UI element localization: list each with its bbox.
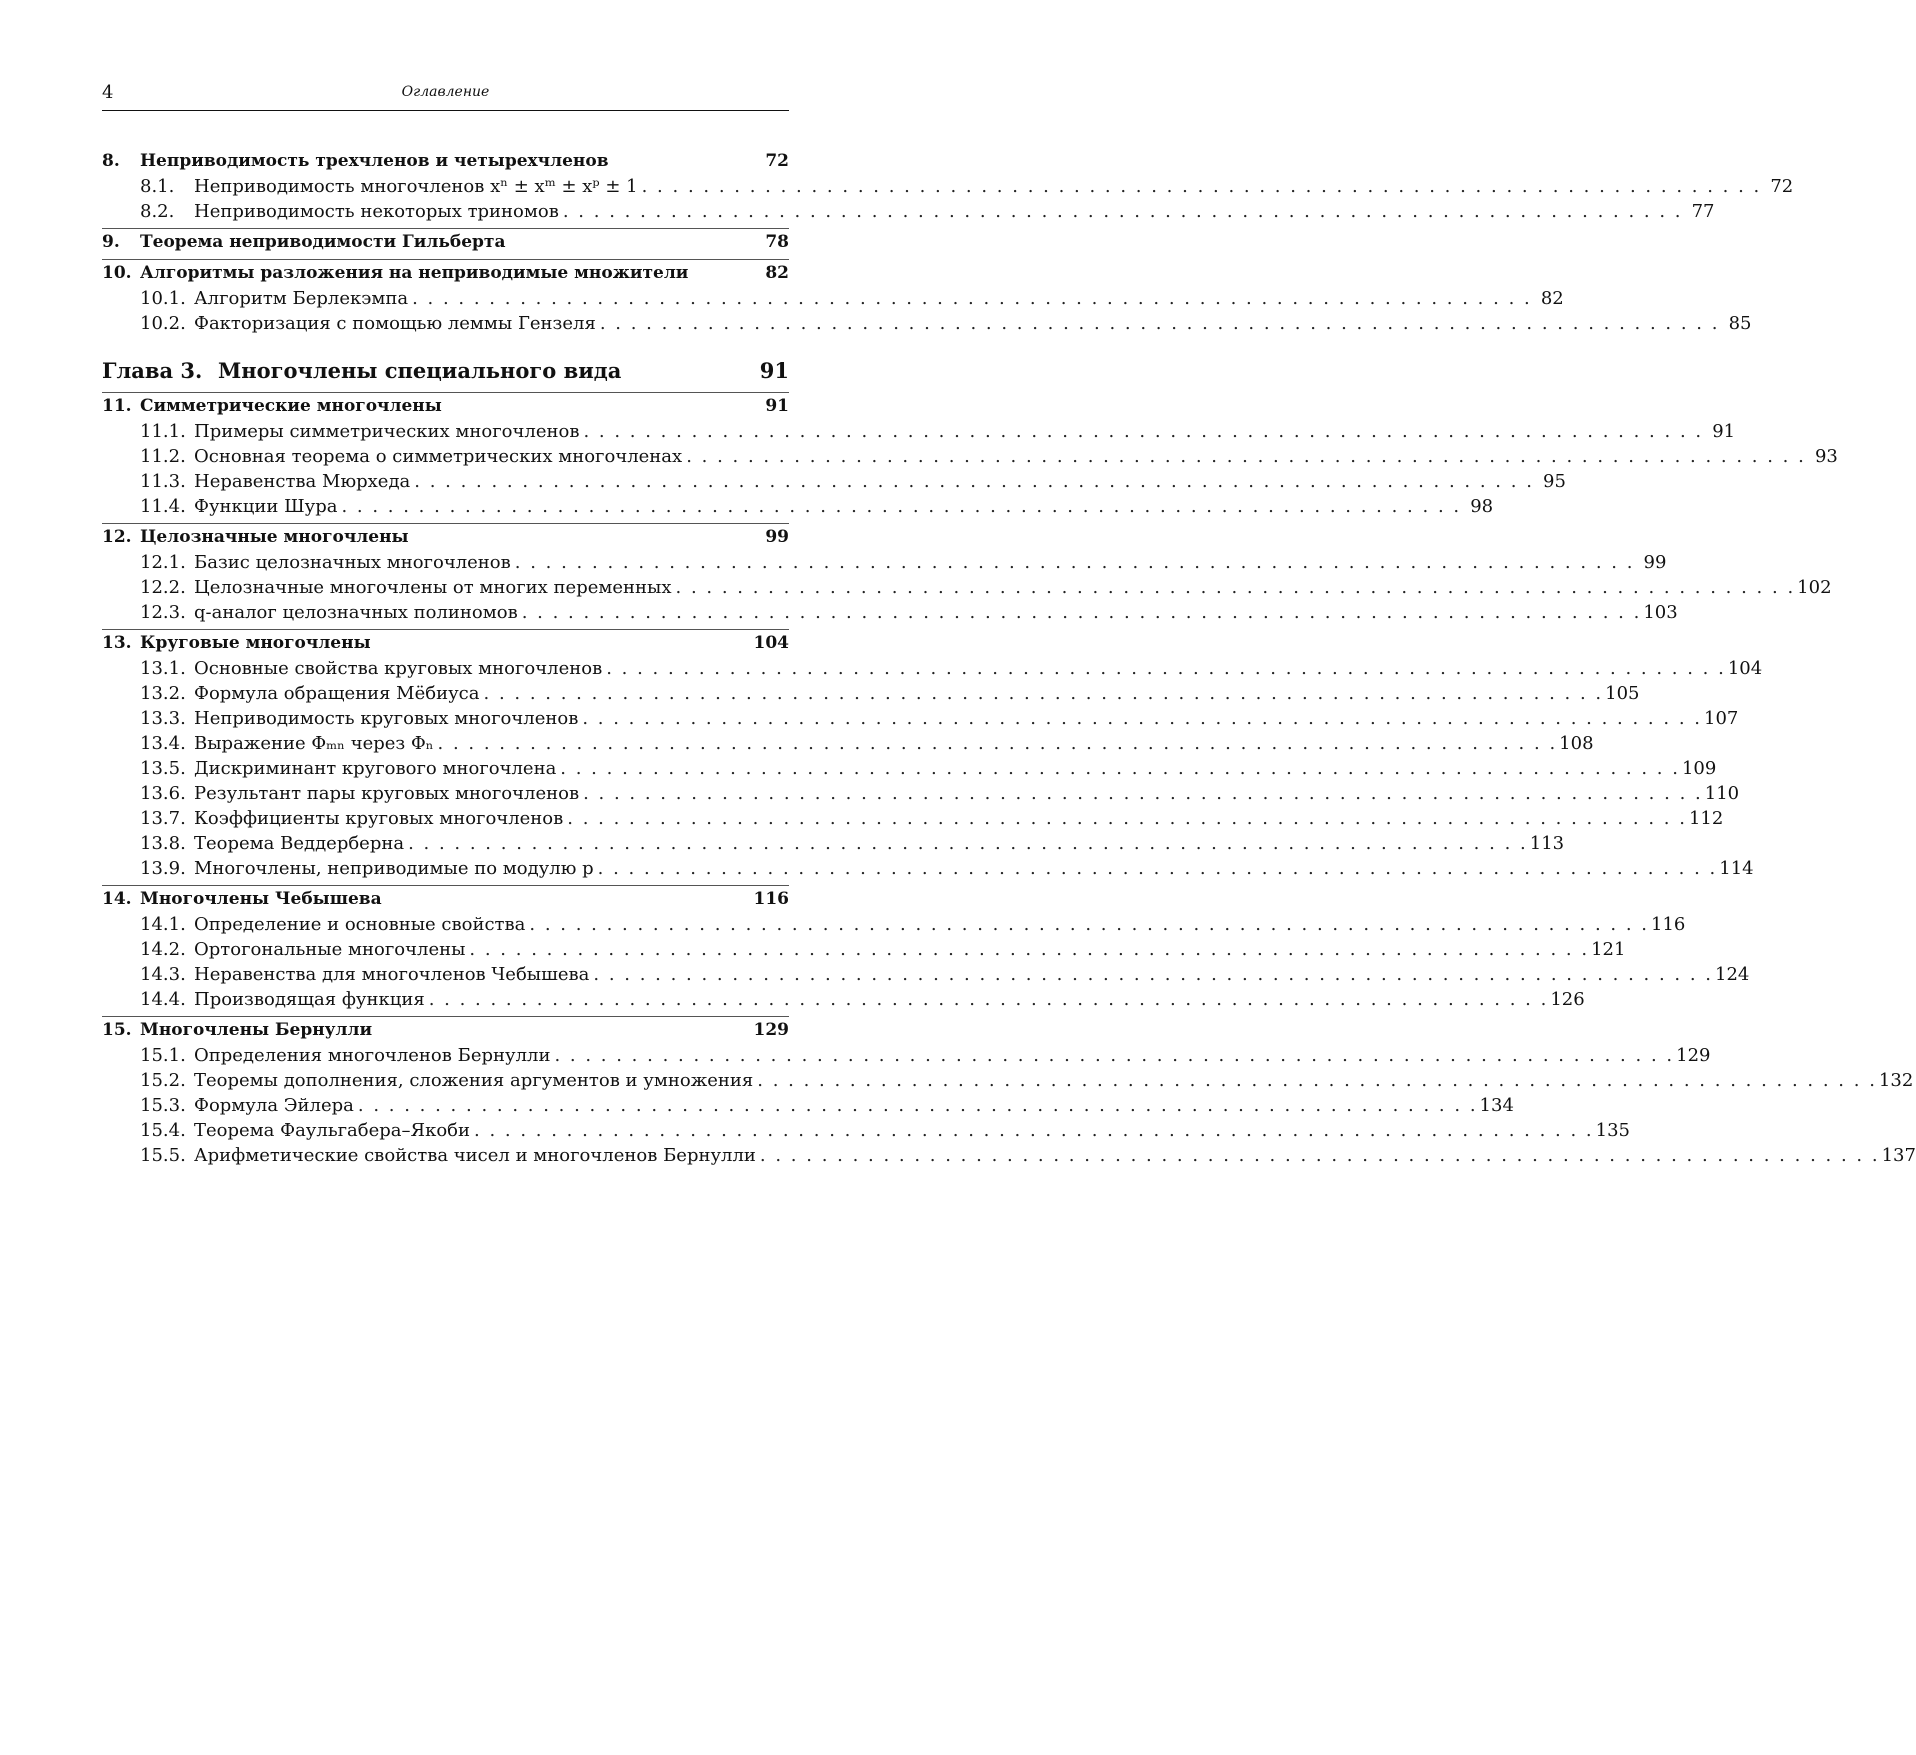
toc-leader-dots bbox=[594, 856, 1720, 881]
toc-entry-page: 129 bbox=[1676, 1045, 1711, 1066]
toc-entry-title: Неприводимость некоторых триномов bbox=[194, 201, 559, 222]
toc-entry-title: Многочлены, неприводимые по модулю p bbox=[194, 858, 594, 879]
page-number: 4 bbox=[102, 82, 114, 103]
toc-entry-page: 85 bbox=[1728, 313, 1752, 334]
toc-entry-title: Теорема неприводимости Гильберта bbox=[140, 232, 506, 252]
toc-subsection-row[interactable] bbox=[102, 444, 1838, 469]
toc-entry-number: 13.4. bbox=[140, 733, 186, 754]
toc-leader-dots bbox=[682, 444, 1808, 469]
toc-entry-number: 14.2. bbox=[140, 939, 186, 960]
toc-entry-title: Дискриминант кругового многочлена bbox=[194, 758, 557, 779]
toc-entry-title: Многочлены Чебышева bbox=[140, 889, 382, 909]
toc-entry-number: 15.2. bbox=[140, 1070, 186, 1091]
toc-subsection-row[interactable] bbox=[102, 469, 1566, 494]
toc-entry-number: 8. bbox=[102, 151, 120, 171]
toc-entry-title: Алгоритм Берлекэмпа bbox=[194, 288, 409, 309]
toc-subsection-row[interactable] bbox=[102, 987, 1585, 1012]
toc-entry-number: 15.3. bbox=[140, 1095, 186, 1116]
toc-leader-dots bbox=[511, 550, 1637, 575]
toc-entry-number: Глава 3. bbox=[102, 358, 203, 383]
toc-entry-number: 14.4. bbox=[140, 989, 186, 1010]
toc-leader-dots bbox=[410, 469, 1536, 494]
toc-entry-page: 72 bbox=[765, 151, 789, 171]
toc-leader-dots bbox=[408, 286, 1534, 311]
toc-section-row[interactable] bbox=[102, 885, 789, 912]
toc-leader-dots bbox=[753, 1068, 1879, 1093]
toc-entry-title: Неприводимость многочленов xⁿ ± xᵐ ± xᵖ ± 1 bbox=[194, 176, 638, 197]
toc-subsection-row[interactable] bbox=[102, 174, 1794, 199]
toc-subsection-row[interactable] bbox=[102, 1143, 1916, 1168]
toc-leader-dots bbox=[559, 199, 1685, 224]
toc-entry-number: 10. bbox=[102, 263, 132, 283]
toc-leader-dots bbox=[470, 1118, 1596, 1143]
toc-entry-number: 15.4. bbox=[140, 1120, 186, 1141]
toc-entry-number: 13.7. bbox=[140, 808, 186, 829]
toc-entry-title: q-аналог целозначных полиномов bbox=[194, 602, 518, 623]
toc-entry-page: 113 bbox=[1529, 833, 1565, 854]
toc-entry-number: 12.1. bbox=[140, 552, 186, 573]
toc-entry-number: 9. bbox=[102, 232, 120, 252]
toc-subsection-row[interactable] bbox=[102, 575, 1832, 600]
toc-leader-dots bbox=[337, 494, 1463, 519]
toc-entry-title: Алгоритмы разложения на неприводимые множители bbox=[140, 263, 689, 283]
toc-entry-number: 13.6. bbox=[140, 783, 186, 804]
toc-entry-title: Круговые многочлены bbox=[140, 633, 371, 653]
toc-entry-page: 114 bbox=[1719, 858, 1754, 879]
toc-entry-number: 8.2. bbox=[140, 201, 175, 222]
toc-entry-number: 15. bbox=[102, 1020, 132, 1040]
toc-section-row[interactable] bbox=[102, 149, 789, 174]
toc-subsection-row[interactable] bbox=[102, 600, 1678, 625]
toc-leader-dots bbox=[563, 806, 1689, 831]
toc-entry-page: 132 bbox=[1878, 1070, 1914, 1091]
toc-entry-page: 102 bbox=[1797, 577, 1832, 598]
toc-entry-number: 15.5. bbox=[140, 1145, 186, 1166]
toc-entry-page: 116 bbox=[1651, 914, 1686, 935]
toc-entry-title: Формула обращения Мёбиуса bbox=[194, 683, 480, 704]
toc-subsection-row[interactable] bbox=[102, 706, 1739, 731]
toc-subsection-row[interactable] bbox=[102, 1043, 1711, 1068]
toc-entry-number: 14.1. bbox=[140, 914, 186, 935]
toc-subsection-row[interactable] bbox=[102, 656, 1763, 681]
page bbox=[102, 82, 1916, 1168]
toc-entry-title: Неравенства Мюрхеда bbox=[194, 471, 411, 492]
toc-entry-page: 109 bbox=[1681, 758, 1717, 779]
toc-leader-dots bbox=[756, 1143, 1882, 1168]
toc-entry-number: 15.1. bbox=[140, 1045, 186, 1066]
toc-entry-page: 99 bbox=[765, 527, 789, 547]
toc-entry-title: Результант пары круговых многочленов bbox=[194, 783, 580, 804]
toc-entry-number: 14. bbox=[102, 889, 132, 909]
toc-entry-page: 95 bbox=[1543, 471, 1566, 492]
toc-subsection-row[interactable] bbox=[102, 681, 1640, 706]
table-of-contents bbox=[102, 149, 1916, 1168]
toc-leader-dots bbox=[434, 731, 1560, 756]
toc-entry-title: Ортогональные многочлены bbox=[194, 939, 466, 960]
toc-entry-title: Формула Эйлера bbox=[194, 1095, 354, 1116]
toc-entry-title: Выражение Φₘₙ через Φₙ bbox=[194, 733, 434, 754]
toc-entry-title: Коэффициенты круговых многочленов bbox=[194, 808, 564, 829]
toc-subsection-row[interactable] bbox=[102, 912, 1686, 937]
toc-entry-number: 11.3. bbox=[140, 471, 186, 492]
toc-subsection-row[interactable] bbox=[102, 199, 1715, 224]
toc-entry-title: Арифметические свойства чисел и многочленов Бернулли bbox=[194, 1145, 756, 1166]
toc-leader-dots bbox=[602, 656, 1728, 681]
toc-leader-dots bbox=[638, 174, 1764, 199]
toc-entry-page: 126 bbox=[1550, 989, 1585, 1010]
toc-entry-title: Базис целозначных многочленов bbox=[194, 552, 511, 573]
toc-subsection-row[interactable] bbox=[102, 286, 1564, 311]
toc-entry-page: 116 bbox=[753, 889, 789, 909]
toc-entry-title: Теорема Фаульгабера–Якоби bbox=[194, 1120, 470, 1141]
toc-leader-dots bbox=[354, 1093, 1480, 1118]
header-rule bbox=[102, 110, 789, 111]
toc-leader-dots bbox=[518, 600, 1644, 625]
toc-entry-title: Многочлены специального вида bbox=[218, 358, 622, 383]
toc-entry-page: 104 bbox=[753, 633, 789, 653]
toc-entry-title: Определение и основные свойства bbox=[194, 914, 526, 935]
toc-subsection-row[interactable] bbox=[102, 781, 1740, 806]
toc-subsection-row[interactable] bbox=[102, 1068, 1914, 1093]
toc-subsection-row[interactable] bbox=[102, 494, 1494, 519]
toc-subsection-row[interactable] bbox=[102, 731, 1594, 756]
toc-entry-page: 77 bbox=[1691, 201, 1715, 222]
toc-leader-dots bbox=[465, 937, 1591, 962]
toc-entry-number: 11. bbox=[102, 396, 132, 416]
toc-section-row[interactable] bbox=[102, 392, 789, 419]
toc-entry-page: 121 bbox=[1591, 939, 1626, 960]
toc-entry-title: Теоремы дополнения, сложения аргументов и умножения bbox=[194, 1070, 754, 1091]
toc-entry-number: 14.3. bbox=[140, 964, 186, 985]
toc-entry-page: 82 bbox=[1540, 288, 1564, 309]
toc-entry-number: 11.2. bbox=[140, 446, 186, 467]
running-title: Оглавление bbox=[401, 84, 490, 100]
toc-leader-dots bbox=[425, 987, 1551, 1012]
toc-entry-title: Производящая функция bbox=[194, 989, 425, 1010]
toc-entry-page: 91 bbox=[765, 396, 789, 416]
toc-leader-dots bbox=[579, 781, 1705, 806]
toc-leader-dots bbox=[579, 419, 1705, 444]
toc-entry-number: 13.3. bbox=[140, 708, 186, 729]
toc-leader-dots bbox=[550, 1043, 1676, 1068]
toc-entry-number: 12.3. bbox=[140, 602, 186, 623]
toc-entry-title: Целозначные многочлены от многих переменных bbox=[194, 577, 672, 598]
toc-chapter-row[interactable] bbox=[102, 356, 789, 386]
toc-entry-title: Неприводимость трехчленов и четырехчленов bbox=[140, 151, 609, 171]
toc-entry-title: Неравенства для многочленов Чебышева bbox=[194, 964, 590, 985]
toc-entry-page: 135 bbox=[1595, 1120, 1631, 1141]
toc-subsection-row[interactable] bbox=[102, 756, 1717, 781]
toc-section-row[interactable] bbox=[102, 228, 789, 255]
toc-entry-page: 78 bbox=[765, 232, 789, 252]
toc-entry-number: 13.9. bbox=[140, 858, 186, 879]
toc-entry-page: 103 bbox=[1643, 602, 1678, 623]
toc-subsection-row[interactable] bbox=[102, 550, 1667, 575]
running-head bbox=[102, 82, 789, 104]
toc-entry-page: 137 bbox=[1881, 1145, 1916, 1166]
toc-entry-title: Симметрические многочлены bbox=[140, 396, 442, 416]
toc-entry-number: 11.4. bbox=[140, 496, 186, 517]
toc-entry-title: Основные свойства круговых многочленов bbox=[194, 658, 603, 679]
toc-entry-title: Основная теорема о симметрических многочленах bbox=[194, 446, 683, 467]
toc-section-row[interactable] bbox=[102, 523, 789, 550]
toc-leader-dots bbox=[596, 311, 1722, 336]
toc-entry-number: 10.1. bbox=[140, 288, 186, 309]
toc-entry-title: Неприводимость круговых многочленов bbox=[194, 708, 579, 729]
toc-entry-page: 91 bbox=[1712, 421, 1736, 442]
toc-subsection-row[interactable] bbox=[102, 311, 1752, 336]
toc-entry-page: 98 bbox=[1470, 496, 1494, 517]
toc-entry-page: 112 bbox=[1688, 808, 1724, 829]
toc-entry-number: 13. bbox=[102, 633, 132, 653]
toc-leader-dots bbox=[556, 756, 1682, 781]
toc-entry-page: 99 bbox=[1643, 552, 1667, 573]
toc-section-row[interactable] bbox=[102, 1016, 789, 1043]
toc-section-row[interactable] bbox=[102, 259, 789, 286]
toc-subsection-row[interactable] bbox=[102, 831, 1565, 856]
toc-section-row[interactable] bbox=[102, 629, 789, 656]
toc-entry-page: 93 bbox=[1814, 446, 1838, 467]
toc-entry-title: Функции Шура bbox=[194, 496, 338, 517]
toc-leader-dots bbox=[672, 575, 1798, 600]
toc-entry-number: 10.2. bbox=[140, 313, 186, 334]
toc-entry-number: 11.1. bbox=[140, 421, 186, 442]
toc-entry-number: 12.2. bbox=[140, 577, 186, 598]
toc-subsection-row[interactable] bbox=[102, 962, 1750, 987]
toc-subsection-row[interactable] bbox=[102, 806, 1724, 831]
toc-subsection-row[interactable] bbox=[102, 1118, 1631, 1143]
toc-leader-dots bbox=[589, 962, 1715, 987]
toc-entry-page: 134 bbox=[1479, 1095, 1514, 1116]
toc-entry-number: 13.1. bbox=[140, 658, 186, 679]
toc-entry-number: 8.1. bbox=[140, 176, 175, 197]
toc-entry-title: Определения многочленов Бернулли bbox=[194, 1045, 551, 1066]
toc-entry-page: 129 bbox=[753, 1020, 789, 1040]
toc-entry-title: Целозначные многочлены bbox=[140, 527, 409, 547]
toc-entry-number: 13.5. bbox=[140, 758, 186, 779]
toc-subsection-row[interactable] bbox=[102, 1093, 1514, 1118]
toc-entry-page: 91 bbox=[759, 358, 789, 383]
toc-entry-title: Факторизация с помощью леммы Гензеля bbox=[194, 313, 596, 334]
toc-entry-number: 13.2. bbox=[140, 683, 186, 704]
toc-leader-dots bbox=[480, 681, 1606, 706]
toc-leader-dots bbox=[525, 912, 1651, 937]
toc-leader-dots bbox=[404, 831, 1530, 856]
toc-entry-number: 13.8. bbox=[140, 833, 186, 854]
toc-entry-number: 12. bbox=[102, 527, 132, 547]
toc-entry-page: 104 bbox=[1727, 658, 1763, 679]
toc-leader-dots bbox=[578, 706, 1704, 731]
toc-entry-page: 82 bbox=[765, 263, 789, 283]
toc-subsection-row[interactable] bbox=[102, 419, 1736, 444]
toc-entry-title: Многочлены Бернулли bbox=[140, 1020, 373, 1040]
toc-entry-page: 108 bbox=[1559, 733, 1594, 754]
toc-subsection-row[interactable] bbox=[102, 937, 1626, 962]
toc-entry-page: 72 bbox=[1770, 176, 1794, 197]
toc-subsection-row[interactable] bbox=[102, 856, 1754, 881]
toc-entry-title: Примеры симметрических многочленов bbox=[194, 421, 580, 442]
toc-entry-page: 105 bbox=[1605, 683, 1640, 704]
toc-entry-page: 124 bbox=[1715, 964, 1750, 985]
toc-entry-title: Теорема Веддерберна bbox=[194, 833, 405, 854]
toc-entry-page: 107 bbox=[1704, 708, 1739, 729]
toc-entry-page: 110 bbox=[1704, 783, 1740, 804]
